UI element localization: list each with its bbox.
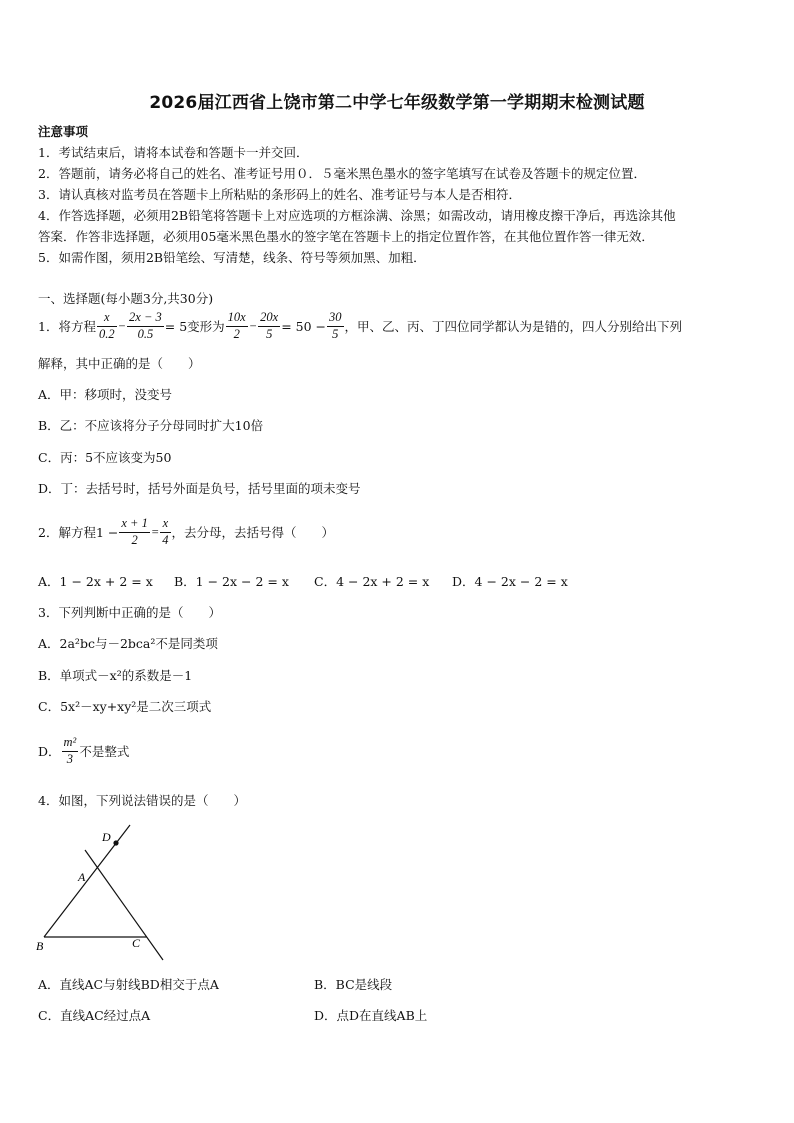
label-b: B bbox=[36, 939, 44, 953]
notes-item-1: 1．考试结束后，请将本试卷和答题卡一并交回． bbox=[38, 145, 309, 160]
q2-eq: = bbox=[150, 524, 160, 539]
notes-item-2: 2．答题前，请务必将自己的姓名、准考证号用０．５毫米黑色墨水的签字笔填写在试卷及答题卡的规定位置． bbox=[38, 166, 646, 181]
q1-minus-2: − bbox=[248, 318, 258, 333]
q4-geometry-figure bbox=[30, 820, 180, 965]
q1-f1-den: 0.2 bbox=[98, 326, 115, 341]
q3-d-den: 3 bbox=[66, 751, 74, 766]
q3-d-suffix: 不是整式 bbox=[79, 744, 130, 759]
q3-option-b: B．单项式－x²的系数是－1 bbox=[38, 668, 193, 683]
q2-option-d: D．4 − 2x − 2 = x bbox=[452, 574, 568, 589]
q2-option-b: B．1 − 2x − 2 = x bbox=[174, 574, 289, 589]
label-c: C bbox=[132, 936, 141, 950]
q1-eq-2: = 50 − bbox=[281, 318, 327, 334]
q2-f2-den: 4 bbox=[162, 532, 169, 547]
q1-f2-num: 2x − 3 bbox=[127, 310, 164, 327]
q1-f5-den: 5 bbox=[332, 326, 339, 341]
q3-option-c: C．5x²－xy+xy²是二次三项式 bbox=[38, 699, 212, 714]
q1-f3-num: 10x bbox=[226, 310, 248, 327]
q1-stem-line-2: 解释，其中正确的是（ ） bbox=[38, 356, 201, 371]
q4-option-c: C．直线AC经过点A bbox=[38, 1008, 151, 1023]
notes-item-4: 4．作答选择题，必须用2B铅笔将答题卡上对应选项的方框涂满、涂黑；如需改动，请用橡皮擦干净后，再选涂其他 bbox=[38, 208, 676, 223]
q1-fraction-4 bbox=[258, 310, 280, 342]
q2-prefix: 2．解方程1 − bbox=[38, 525, 119, 540]
notes-item-3: 3．请认真核对监考员在答题卡上所粘贴的条形码上的姓名、准考证号与本人是否相符． bbox=[38, 187, 521, 202]
q2-option-c: C．4 − 2x + 2 = x bbox=[314, 574, 430, 589]
q1-option-c: C．丙：5不应该变为50 bbox=[38, 450, 172, 465]
q1-fraction-1 bbox=[97, 310, 117, 342]
q4-option-d: D．点D在直线AB上 bbox=[314, 1008, 428, 1023]
q1-minus-1: − bbox=[117, 318, 127, 333]
q2-f1-num: x + 1 bbox=[119, 516, 149, 533]
q4-option-b: B．BC是线段 bbox=[314, 977, 393, 992]
q1-f5-num: 30 bbox=[327, 310, 344, 327]
q4-option-a: A．直线AC与射线BD相交于点A bbox=[38, 977, 219, 992]
q1-f2-den: 0.5 bbox=[137, 326, 154, 341]
page-title: 2026届江西省上饶市第二中学七年级数学第一学期期末检测试题 bbox=[149, 93, 645, 113]
q2-stem bbox=[38, 513, 334, 551]
q1-suffix: ，甲、乙、丙、丁四位同学都认为是错的，四人分别给出下列 bbox=[344, 319, 683, 334]
q2-f1-den: 2 bbox=[131, 532, 138, 547]
q1-fraction-2 bbox=[127, 310, 164, 342]
q1-f4-num: 20x bbox=[258, 310, 280, 327]
label-a: A bbox=[78, 870, 86, 884]
q3-d-num: m² bbox=[62, 735, 79, 752]
line-ac bbox=[85, 850, 163, 960]
section-heading: 一、选择题(每小题3分,共30分) bbox=[38, 291, 214, 306]
notes-heading: 注意事项 bbox=[38, 124, 89, 139]
q3-stem: 3．下列判断中正确的是（ ） bbox=[38, 605, 221, 620]
q1-f1-num: x bbox=[97, 310, 117, 327]
q3-option-d bbox=[38, 732, 129, 770]
q1-eq-1: = 5变形为 bbox=[164, 319, 225, 334]
q2-f2-num: x bbox=[160, 516, 170, 533]
q2-fraction-2 bbox=[160, 516, 170, 548]
q3-d-fraction bbox=[62, 735, 79, 767]
q1-f4-den: 5 bbox=[266, 326, 273, 341]
q1-option-b: B．乙：不应该将分子分母同时扩大10倍 bbox=[38, 418, 264, 433]
q1-f3-den: 2 bbox=[233, 326, 240, 341]
q2-fraction-1 bbox=[119, 516, 149, 548]
q1-prefix: 1．将方程 bbox=[38, 319, 96, 334]
q2-option-a: A．1 − 2x + 2 = x bbox=[38, 574, 153, 589]
q1-option-d: D．丁：去括号时，括号外面是负号，括号里面的项未变号 bbox=[38, 481, 361, 496]
q3-option-a: A．2a²bc与－2bca²不是同类项 bbox=[38, 636, 218, 651]
q4-stem: 4．如图，下列说法错误的是（ ） bbox=[38, 793, 246, 808]
q1-fraction-5 bbox=[327, 310, 344, 342]
notes-item-5: 5．如需作图，须用2B铅笔绘、写清楚，线条、符号等须加黑、加粗． bbox=[38, 250, 426, 265]
q1-option-a: A．甲：移项时，没变号 bbox=[38, 387, 173, 402]
notes-item-4-cont: 答案．作答非选择题，必须用05毫米黑色墨水的签字笔在答题卡上的指定位置作答，在其他位置作答一律无效． bbox=[38, 229, 654, 244]
q1-fraction-3 bbox=[226, 310, 248, 342]
point-d-dot bbox=[113, 840, 118, 845]
q3-d-prefix: D． bbox=[38, 744, 61, 759]
q1-stem bbox=[38, 307, 682, 345]
label-d: D bbox=[102, 830, 111, 844]
q2-suffix: ，去分母，去括号得（ ） bbox=[171, 525, 335, 540]
